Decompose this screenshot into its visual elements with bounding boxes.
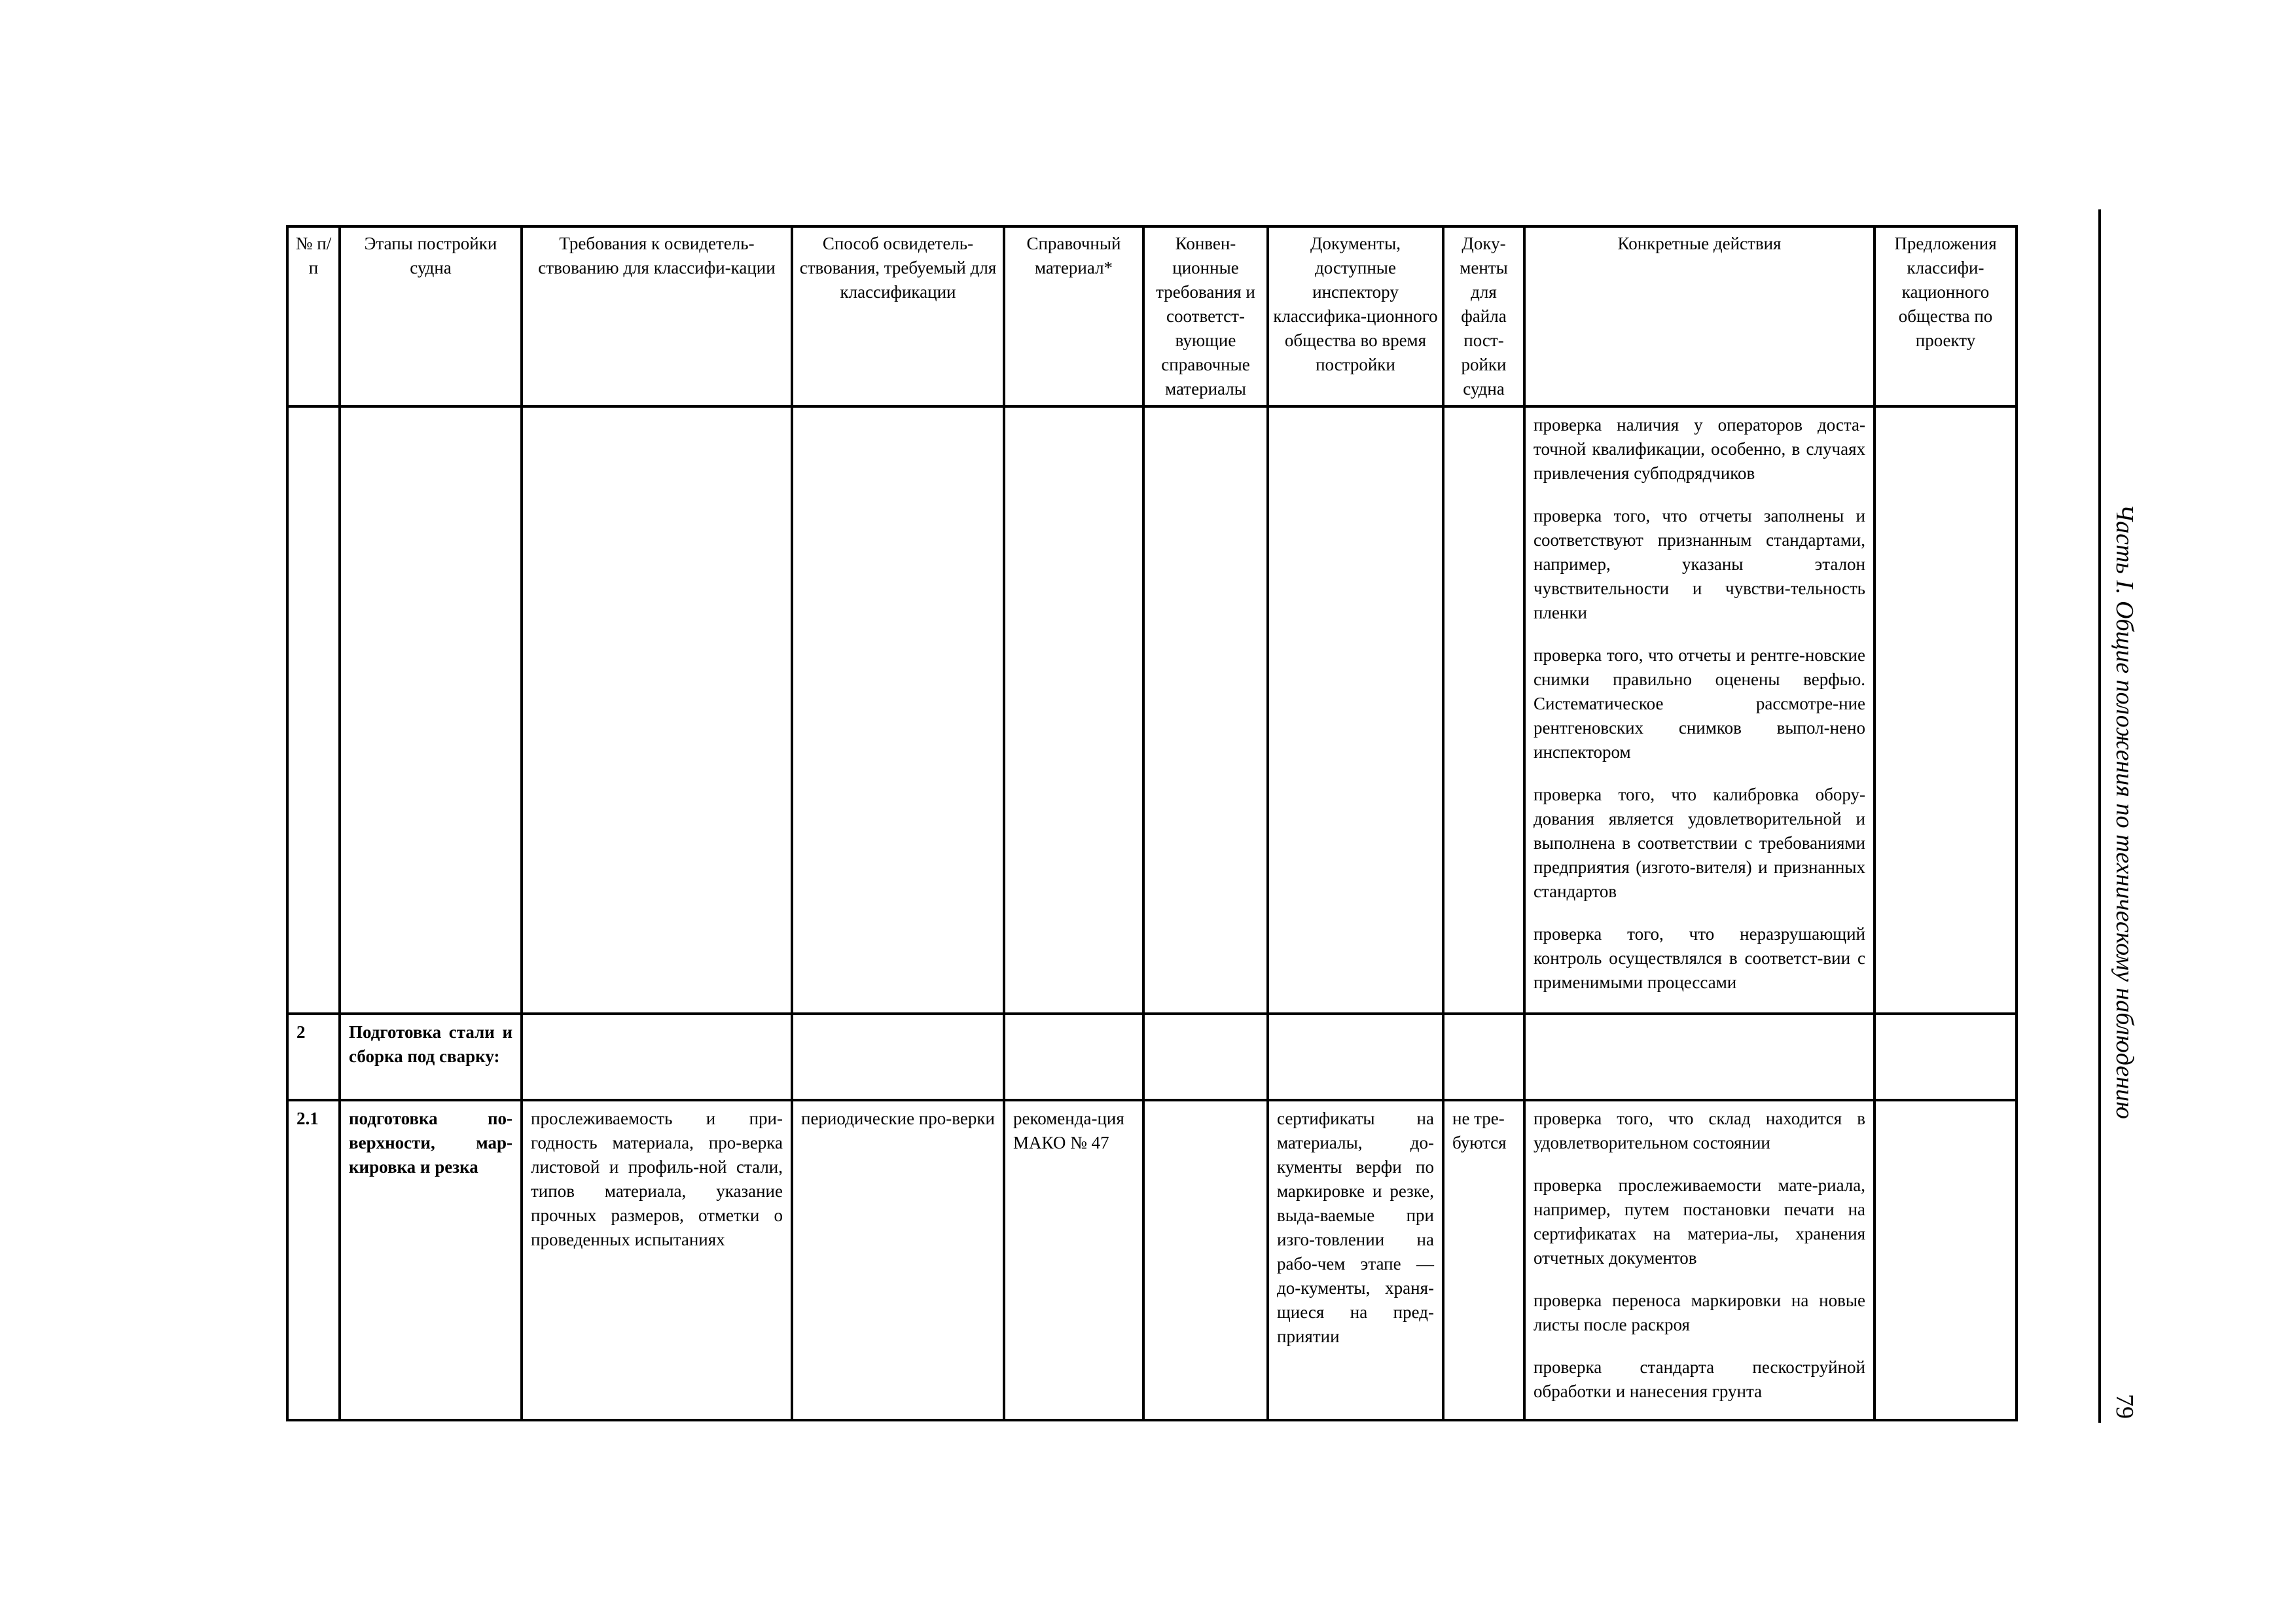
cell-empty <box>792 1014 1004 1100</box>
action-paragraph: проверка прослеживаемости мате-риала, например, путем постановки печати на сертификатах на материа-лы, хранения отчетных документов <box>1534 1175 1865 1268</box>
stage-title: подготовка по-верхности, мар-кировка и резка <box>340 1100 522 1420</box>
row-number: 2.1 <box>287 1100 340 1420</box>
cell-empty <box>1874 406 2017 1014</box>
available-documents: сертификаты на материалы, до-кументы верфи по маркировке и резке, выда-ваемые при изго-товлении на рабо-чем этапе — до-кументы, храня-щиеся на пред-приятии <box>1268 1100 1443 1420</box>
header-proposals: Предложения классифи-кационного общества по проекту <box>1874 226 2017 406</box>
cell-specific-actions <box>1524 1100 1874 1420</box>
cell-empty <box>1143 1014 1268 1100</box>
action-paragraph: проверка того, что неразрушающий контроль осуществлялся в соответст-вии с применимыми процессами <box>1534 924 1865 992</box>
cell-empty <box>522 1014 792 1100</box>
section-title: Часть I. Общие положения по техническому наблюдению <box>2111 504 2138 1119</box>
cell-empty <box>1004 1014 1143 1100</box>
cell-empty <box>1143 406 1268 1014</box>
header-reference-material: Справочный материал* <box>1004 226 1143 406</box>
file-documents: не тре-буются <box>1443 1100 1524 1420</box>
cell-empty <box>522 406 792 1014</box>
header-survey-requirements: Требования к освидетель-ствованию для классифи-кации <box>522 226 792 406</box>
proposals <box>1874 1100 2017 1420</box>
cell-specific-actions <box>1524 406 1874 1014</box>
cell-empty <box>1524 1014 1874 1100</box>
action-paragraph: проверка стандарта пескоструйной обработки и нанесения грунта <box>1534 1357 1865 1401</box>
cell-empty <box>287 406 340 1014</box>
header-construction-file-documents: Доку-менты для файла пост-ройки судна <box>1443 226 1524 406</box>
cell-empty <box>1443 1014 1524 1100</box>
action-paragraph: проверка переноса маркировки на новые листы после раскроя <box>1534 1291 1865 1334</box>
cell-empty <box>792 406 1004 1014</box>
stage-title: Подготовка стали и сборка под сварку: <box>340 1014 522 1100</box>
cell-empty <box>340 406 522 1014</box>
action-paragraph: проверка того, что калибровка обору-дования является удовлетворительной и выполнена в соответствии с требованиями предприятия (изгото-вителя) и признанных стандартов <box>1534 785 1865 901</box>
row-number: 2 <box>287 1014 340 1100</box>
header-survey-method: Способ освидетель-ствования, требуемый для классификации <box>792 226 1004 406</box>
action-paragraph: проверка того, что отчеты и рентге-новские снимки правильно оценены верфью. Систематическое рассмотре-ние рентгеновских снимков выпол-нено инспектором <box>1534 645 1865 762</box>
table-header-row <box>287 226 2017 406</box>
header-number: № п/п <box>287 226 340 406</box>
action-paragraph: проверка того, что отчеты заполнены и соответствуют признанным стандартами, например, указаны эталон чувствительности и чувстви-тельность пленки <box>1534 506 1865 622</box>
header-construction-stages: Этапы постройки судна <box>340 226 522 406</box>
survey-requirements: прослеживаемость и при-годность материала, про-верка листовой и профиль-ной стали, типов материала, указание прочных размеров, отметки о проведенных испытаниях <box>522 1100 792 1420</box>
table-row-2 <box>287 1014 2017 1100</box>
table-row-continued <box>287 406 2017 1014</box>
section-divider <box>2098 209 2101 1423</box>
action-paragraph: проверка наличия у операторов доста-точной квалификации, особенно, в случаях привлечения субподрядчиков <box>1534 415 1865 483</box>
cell-empty <box>1268 1014 1443 1100</box>
survey-method: периодические про-верки <box>792 1100 1004 1420</box>
convention-requirements <box>1143 1100 1268 1420</box>
table-row-2-1 <box>287 1100 2017 1420</box>
header-convention-requirements: Конвен-ционные требования и соответст-вующие справочные материалы <box>1143 226 1268 406</box>
header-specific-actions: Конкретные действия <box>1524 226 1874 406</box>
cell-empty <box>1874 1014 2017 1100</box>
cell-empty <box>1004 406 1143 1014</box>
cell-empty <box>1443 406 1524 1014</box>
header-available-documents: Документы, доступные инспектору классифика-ционного общества во время постройки <box>1268 226 1443 406</box>
cell-empty <box>1268 406 1443 1014</box>
page-number: 79 <box>2111 1394 2138 1419</box>
action-paragraph: проверка того, что склад находится в удовлетворительном состоянии <box>1534 1109 1865 1152</box>
classification-survey-table <box>286 225 2018 1421</box>
reference-material: рекоменда-ция МАКО № 47 <box>1004 1100 1143 1420</box>
